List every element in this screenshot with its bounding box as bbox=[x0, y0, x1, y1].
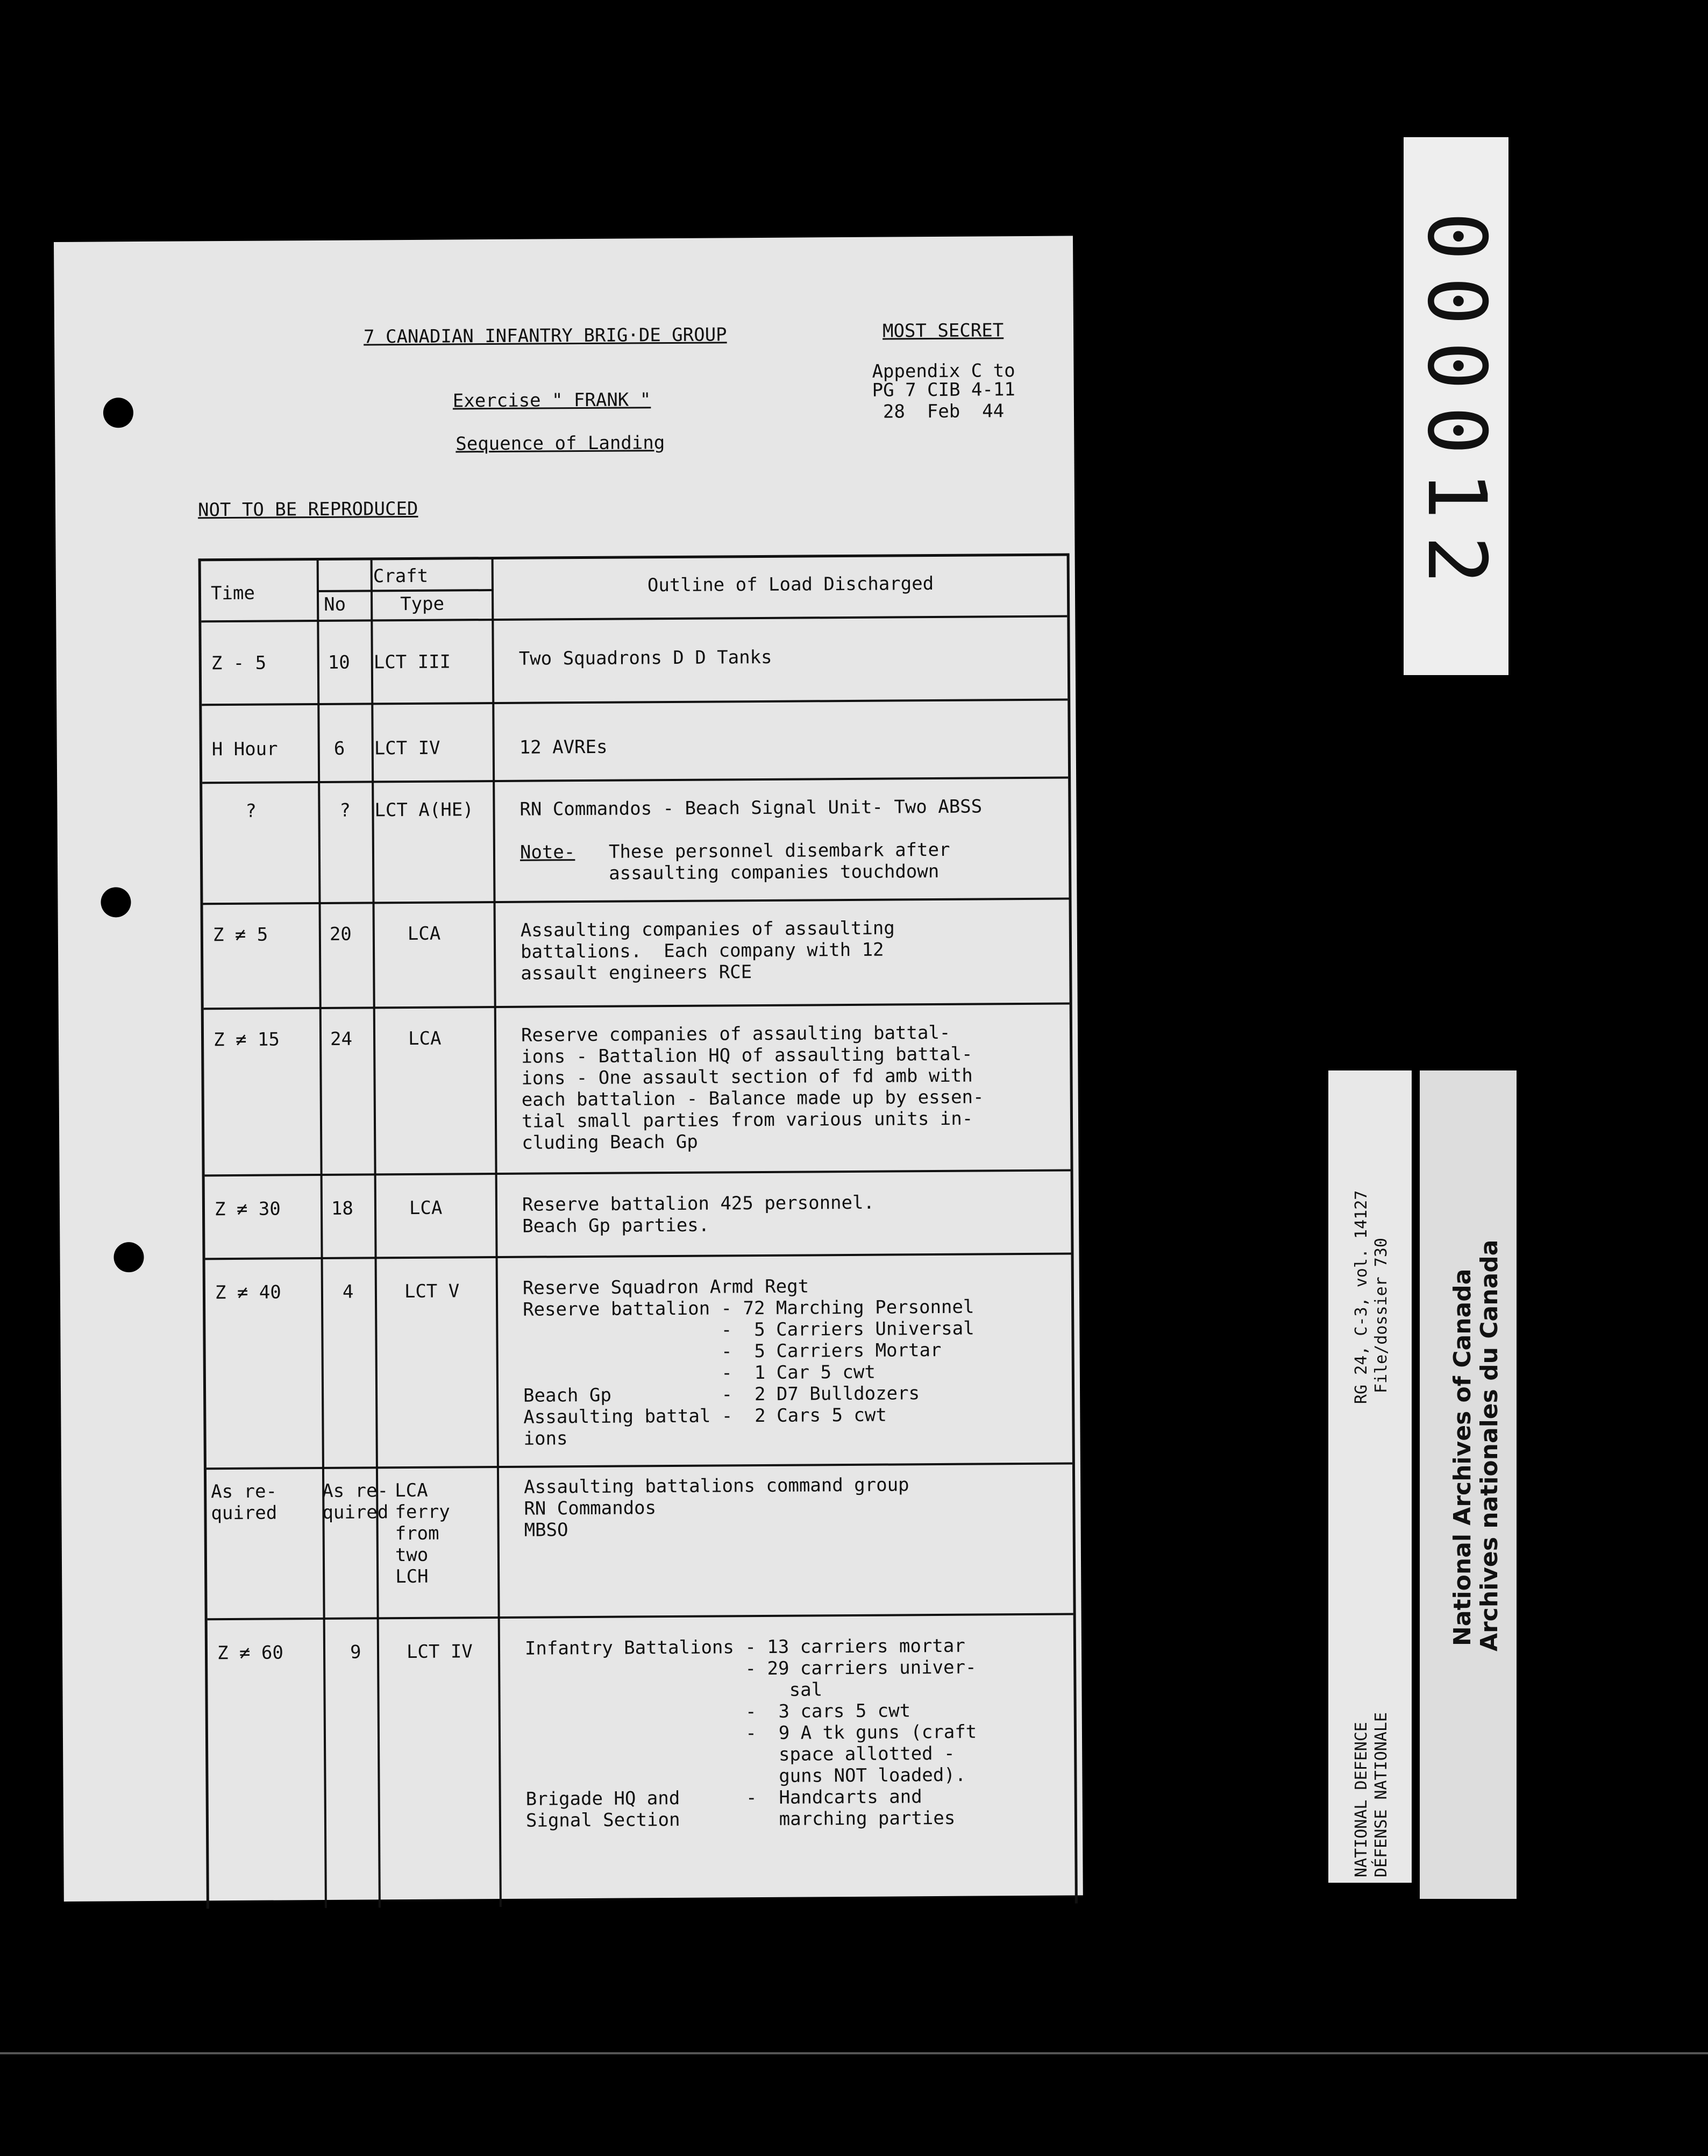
row-type: LCA bbox=[408, 1027, 442, 1050]
punch-hole bbox=[113, 1242, 144, 1272]
restriction-notice: NOT TO BE REPRODUCED bbox=[197, 498, 418, 521]
reference-line: RG 24, C-3, vol. 14127 bbox=[1352, 1190, 1371, 1404]
row-type: LCT V bbox=[404, 1280, 460, 1303]
header-type: Type bbox=[400, 593, 445, 615]
appendix-line: PG 7 CIB 4-11 bbox=[872, 379, 1015, 401]
row-no: 20 bbox=[329, 923, 352, 945]
classification: MOST SECRET bbox=[882, 320, 1004, 342]
exercise-title: Exercise " FRANK " bbox=[452, 389, 651, 412]
header-craft: Craft bbox=[373, 565, 429, 587]
row-no: 9 bbox=[350, 1641, 361, 1663]
row-no: 6 bbox=[333, 737, 345, 760]
row-outline: Infantry Battalions - 13 carriers mortar - 29 carriers univer- sal - 3 cars 5 cwt - 9 A tk guns (craft space allotted - guns NOT loaded). Brigade HQ and - Handcarts and Signal Section marching parties bbox=[524, 1635, 977, 1832]
document-sheet bbox=[54, 236, 1083, 1902]
row-no: 10 bbox=[328, 651, 350, 673]
subtitle: Sequence of Landing bbox=[456, 432, 665, 455]
note-label: Note- bbox=[519, 841, 575, 863]
row-time: As re- quired bbox=[211, 1480, 277, 1524]
row-time: Z ≠ 5 bbox=[212, 924, 268, 946]
row-time: Z ≠ 15 bbox=[213, 1029, 280, 1051]
header-time: Time bbox=[210, 582, 255, 605]
institution-label bbox=[1420, 1070, 1517, 1899]
row-no: 18 bbox=[331, 1197, 354, 1219]
row-time: H Hour bbox=[211, 738, 278, 761]
row-outline: Two Squadrons D D Tanks bbox=[518, 646, 772, 670]
row-outline: 12 AVREs bbox=[519, 736, 608, 758]
row-no: ? bbox=[339, 799, 351, 821]
row-outline: Reserve battalion 425 personnel. Beach Gp parties. bbox=[522, 1192, 875, 1237]
row-type: LCA ferry from two LCH bbox=[395, 1479, 450, 1588]
reference-line: File/dossier 730 bbox=[1372, 1238, 1391, 1393]
header-no: No bbox=[324, 593, 346, 615]
row-type: LCT IV bbox=[406, 1641, 473, 1663]
punch-hole bbox=[101, 887, 131, 917]
row-type: LCA bbox=[409, 1197, 443, 1219]
unit-heading: 7 CANADIAN INFANTRY BRIG·DE GROUP bbox=[363, 324, 727, 348]
department-line: DÉFENSE NATIONALE bbox=[1372, 1712, 1391, 1877]
row-time: Z - 5 bbox=[211, 652, 267, 675]
punch-hole bbox=[103, 398, 133, 428]
row-type: LCT A(HE) bbox=[374, 799, 474, 821]
row-no: 4 bbox=[342, 1281, 354, 1303]
row-outline: Assaulting companies of assaulting battalions. Each company with 12 assault engineers RCE bbox=[520, 917, 895, 984]
row-time: ? bbox=[245, 800, 257, 822]
row-outline: Reserve Squadron Armd Regt Reserve battalion - 72 Marching Personnel - 5 Carriers Universal - 5 Carriers Mortar - 1 Car 5 cwt Beach Gp - 2 D7 Bulldozers Assaulting battal - 2 Cars 5 cwt ions bbox=[522, 1275, 974, 1450]
row-no: 24 bbox=[330, 1028, 353, 1050]
row-type: LCT IV bbox=[374, 737, 440, 760]
frame-number: 000012 bbox=[1409, 212, 1503, 600]
frame-number-stamp bbox=[1404, 137, 1508, 675]
row-time: Z ≠ 60 bbox=[217, 1642, 283, 1664]
row-type: LCT III bbox=[373, 651, 451, 673]
row-outline: RN Commandos - Beach Signal Unit- Two ABSS bbox=[519, 796, 983, 820]
row-no: As re- quired bbox=[322, 1480, 389, 1523]
header-outline: Outline of Load Discharged bbox=[647, 573, 934, 597]
archive-reference-label bbox=[1328, 1070, 1412, 1883]
appendix-line: Appendix C to bbox=[872, 360, 1015, 382]
landing-table bbox=[198, 553, 1078, 1909]
institution-line: National Archives of Canada bbox=[1449, 1268, 1476, 1646]
institution-line: Archives nationales du Canada bbox=[1476, 1239, 1503, 1651]
row-type: LCA bbox=[407, 923, 441, 945]
note-text: These personnel disembark after assaulting companies touchdown bbox=[608, 839, 950, 884]
department-line: NATIONAL DEFENCE bbox=[1352, 1722, 1371, 1877]
row-outline: Assaulting battalions command group RN Commandos MBSO bbox=[524, 1474, 909, 1541]
row-outline: Reserve companies of assaulting battal- ions - Battalion HQ of assaulting battal- ions - One assault section of fd amb with each battalion - Balance made up by essen- tial small parties from various units in- cluding Beach Gp bbox=[521, 1022, 984, 1154]
row-time: Z ≠ 40 bbox=[215, 1281, 281, 1304]
appendix-line: 28 Feb 44 bbox=[883, 400, 1005, 423]
film-edge bbox=[0, 2052, 1708, 2054]
row-time: Z ≠ 30 bbox=[214, 1198, 281, 1221]
